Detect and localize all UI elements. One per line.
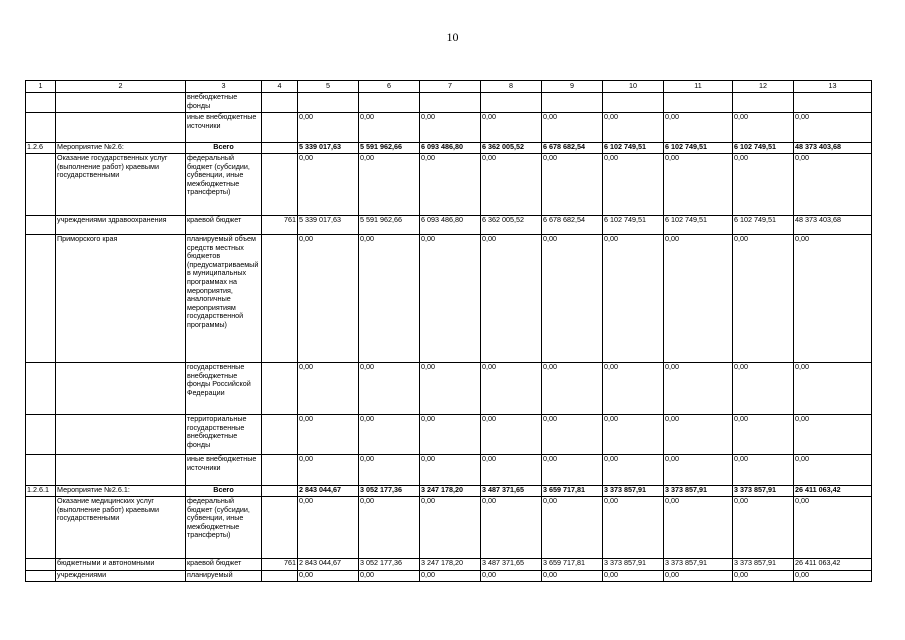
amount-cell: 5 339 017,63 [298,143,359,154]
amount-cell [542,93,603,113]
amount-cell: 6 093 486,80 [420,143,481,154]
code-cell [262,415,298,455]
amount-cell: 3 052 177,36 [359,559,420,571]
item-number-cell [26,216,56,235]
amount-cell: 3 247 178,20 [420,486,481,497]
amount-cell: 0,00 [359,363,420,415]
amount-cell: 6 102 749,51 [603,143,664,154]
table-row [26,486,872,497]
amount-cell: 3 373 857,91 [603,559,664,571]
amount-cell: 0,00 [420,497,481,559]
amount-cell: 0,00 [481,113,542,143]
amount-cell: 6 102 749,51 [664,216,733,235]
code-cell [262,363,298,415]
item-number-cell [26,363,56,415]
item-description-cell [56,455,186,486]
item-number-cell [26,455,56,486]
amount-cell [298,93,359,113]
amount-cell: 0,00 [359,113,420,143]
amount-cell: 3 659 717,81 [542,559,603,571]
item-description-cell: Оказание медицинских услуг (выполнение работ) краевыми государственными [56,497,186,559]
amount-cell: 0,00 [298,363,359,415]
amount-cell: 0,00 [794,571,872,582]
amount-cell: 0,00 [794,497,872,559]
column-header: 5 [298,81,359,93]
amount-cell: 6 102 749,51 [664,143,733,154]
table-row [26,363,872,415]
amount-cell [481,93,542,113]
amount-cell: 0,00 [542,154,603,216]
header-row [26,81,872,93]
code-cell [262,235,298,363]
amount-cell: 0,00 [359,235,420,363]
amount-cell: 26 411 063,42 [794,559,872,571]
amount-cell: 0,00 [664,497,733,559]
amount-cell: 5 339 017,63 [298,216,359,235]
amount-cell: 0,00 [794,363,872,415]
amount-cell: 0,00 [542,363,603,415]
code-cell: 761 [262,559,298,571]
amount-cell: 0,00 [359,455,420,486]
amount-cell: 0,00 [733,113,794,143]
amount-cell: 0,00 [794,154,872,216]
item-number-cell: 1.2.6.1 [26,486,56,497]
amount-cell: 0,00 [542,571,603,582]
funding-source-cell: планируемый [186,571,262,582]
item-number-cell [26,235,56,363]
column-header: 12 [733,81,794,93]
funding-source-cell: территориальные государственные внебюджетные фонды [186,415,262,455]
item-description-cell [56,363,186,415]
funding-source-cell: краевой бюджет [186,216,262,235]
amount-cell: 0,00 [664,235,733,363]
amount-cell: 0,00 [794,235,872,363]
item-description-cell: учреждениями здравоохранения [56,216,186,235]
amount-cell: 0,00 [794,455,872,486]
item-description-cell: Мероприятие №2.6: [56,143,186,154]
table-row [26,455,872,486]
amount-cell: 0,00 [603,455,664,486]
amount-cell: 48 373 403,68 [794,143,872,154]
amount-cell: 0,00 [542,113,603,143]
amount-cell: 0,00 [664,154,733,216]
amount-cell: 6 678 682,54 [542,143,603,154]
amount-cell: 0,00 [481,497,542,559]
funding-source-cell: краевой бюджет [186,559,262,571]
amount-cell: 6 093 486,80 [420,216,481,235]
amount-cell: 3 373 857,91 [664,559,733,571]
amount-cell: 0,00 [603,497,664,559]
amount-cell: 3 373 857,91 [733,486,794,497]
amount-cell: 0,00 [420,363,481,415]
funding-source-cell: Всего [186,143,262,154]
column-header: 1 [26,81,56,93]
amount-cell: 5 591 962,66 [359,216,420,235]
amount-cell: 0,00 [298,497,359,559]
amount-cell: 0,00 [481,235,542,363]
funding-source-cell: федеральный бюджет (субсидии, субвенции, иные межбюджетные трансферты) [186,497,262,559]
funding-source-cell: Всего [186,486,262,497]
funding-source-cell: иные внебюджетные источники [186,455,262,486]
amount-cell: 5 591 962,66 [359,143,420,154]
table-row [26,154,872,216]
amount-cell: 0,00 [542,235,603,363]
amount-cell: 0,00 [664,415,733,455]
table-row [26,571,872,582]
amount-cell: 0,00 [664,571,733,582]
amount-cell: 2 843 044,67 [298,559,359,571]
amount-cell [733,93,794,113]
item-description-cell [56,113,186,143]
item-description-cell [56,415,186,455]
column-header: 13 [794,81,872,93]
item-number-cell [26,415,56,455]
column-header: 4 [262,81,298,93]
amount-cell: 0,00 [298,571,359,582]
amount-cell: 0,00 [481,415,542,455]
amount-cell: 0,00 [298,235,359,363]
amount-cell: 0,00 [794,113,872,143]
item-number-cell [26,571,56,582]
amount-cell: 0,00 [603,415,664,455]
amount-cell: 48 373 403,68 [794,216,872,235]
page-number: 10 [446,30,459,44]
amount-cell: 0,00 [420,571,481,582]
item-number-cell [26,93,56,113]
code-cell: 761 [262,216,298,235]
amount-cell: 0,00 [603,235,664,363]
amount-cell: 6 678 682,54 [542,216,603,235]
amount-cell: 6 362 005,52 [481,143,542,154]
item-description-cell [56,93,186,113]
funding-source-cell: федеральный бюджет (субсидии, субвенции, иные межбюджетные трансферты) [186,154,262,216]
amount-cell: 3 487 371,65 [481,486,542,497]
amount-cell [794,93,872,113]
amount-cell: 3 052 177,36 [359,486,420,497]
amount-cell: 0,00 [603,154,664,216]
item-description-cell: Мероприятие №2.6.1: [56,486,186,497]
amount-cell: 0,00 [298,455,359,486]
amount-cell: 0,00 [420,113,481,143]
amount-cell [603,93,664,113]
column-header: 2 [56,81,186,93]
code-cell [262,154,298,216]
amount-cell: 0,00 [664,113,733,143]
amount-cell: 3 373 857,91 [664,486,733,497]
amount-cell: 6 102 749,51 [733,216,794,235]
amount-cell: 0,00 [733,235,794,363]
amount-cell: 3 487 371,65 [481,559,542,571]
amount-cell: 0,00 [733,571,794,582]
amount-cell: 3 373 857,91 [733,559,794,571]
code-cell [262,497,298,559]
code-cell [262,455,298,486]
item-description-cell: Приморского края [56,235,186,363]
code-cell [262,93,298,113]
amount-cell: 0,00 [542,415,603,455]
item-number-cell [26,154,56,216]
amount-cell: 2 843 044,67 [298,486,359,497]
amount-cell: 26 411 063,42 [794,486,872,497]
amount-cell: 0,00 [481,455,542,486]
amount-cell: 0,00 [298,154,359,216]
code-cell [262,486,298,497]
code-cell [262,113,298,143]
funding-source-cell: иные внебюджетные источники [186,113,262,143]
table-row [26,235,872,363]
amount-cell: 0,00 [481,571,542,582]
item-number-cell [26,497,56,559]
amount-cell: 0,00 [542,455,603,486]
amount-cell: 0,00 [603,363,664,415]
amount-cell: 0,00 [664,455,733,486]
funding-source-cell: планируемый объем средств местных бюджетов (предусматриваемый в муниципальных программах на мероприятия, аналогичные мероприятиям государственной программы) [186,235,262,363]
table-row [26,93,872,113]
column-header: 7 [420,81,481,93]
item-number-cell [26,113,56,143]
amount-cell [420,93,481,113]
amount-cell: 0,00 [359,571,420,582]
funding-source-cell: внебюджетные фонды [186,93,262,113]
amount-cell: 0,00 [420,415,481,455]
amount-cell: 0,00 [794,415,872,455]
item-number-cell [26,559,56,571]
table-row [26,143,872,154]
amount-cell: 0,00 [481,363,542,415]
amount-cell: 0,00 [733,363,794,415]
code-cell [262,143,298,154]
amount-cell: 0,00 [420,235,481,363]
amount-cell: 0,00 [359,154,420,216]
table-row [26,497,872,559]
amount-cell: 0,00 [420,154,481,216]
amount-cell: 0,00 [733,497,794,559]
amount-cell: 0,00 [359,415,420,455]
amount-cell [664,93,733,113]
amount-cell: 0,00 [481,154,542,216]
amount-cell: 3 373 857,91 [603,486,664,497]
item-description-cell: учреждениями [56,571,186,582]
amount-cell: 0,00 [603,571,664,582]
column-header: 10 [603,81,664,93]
funding-source-cell: государственные внебюджетные фонды Российской Федерации [186,363,262,415]
amount-cell: 0,00 [359,497,420,559]
column-header: 9 [542,81,603,93]
amount-cell: 0,00 [542,497,603,559]
table-row [26,216,872,235]
amount-cell: 0,00 [733,415,794,455]
amount-cell: 0,00 [733,455,794,486]
amount-cell: 3 247 178,20 [420,559,481,571]
amount-cell: 6 102 749,51 [603,216,664,235]
item-description-cell: бюджетными и автономными [56,559,186,571]
amount-cell: 3 659 717,81 [542,486,603,497]
amount-cell: 0,00 [298,113,359,143]
budget-table [25,80,872,582]
table-row [26,415,872,455]
table-row [26,559,872,571]
amount-cell: 6 362 005,52 [481,216,542,235]
amount-cell: 0,00 [603,113,664,143]
column-header: 6 [359,81,420,93]
amount-cell: 6 102 749,51 [733,143,794,154]
table-row [26,113,872,143]
amount-cell: 0,00 [298,415,359,455]
column-header: 3 [186,81,262,93]
column-header: 8 [481,81,542,93]
column-header: 11 [664,81,733,93]
item-number-cell: 1.2.6 [26,143,56,154]
amount-cell [359,93,420,113]
amount-cell: 0,00 [664,363,733,415]
amount-cell: 0,00 [420,455,481,486]
amount-cell: 0,00 [733,154,794,216]
item-description-cell: Оказание государственных услуг (выполнение работ) краевыми государственными [56,154,186,216]
code-cell [262,571,298,582]
